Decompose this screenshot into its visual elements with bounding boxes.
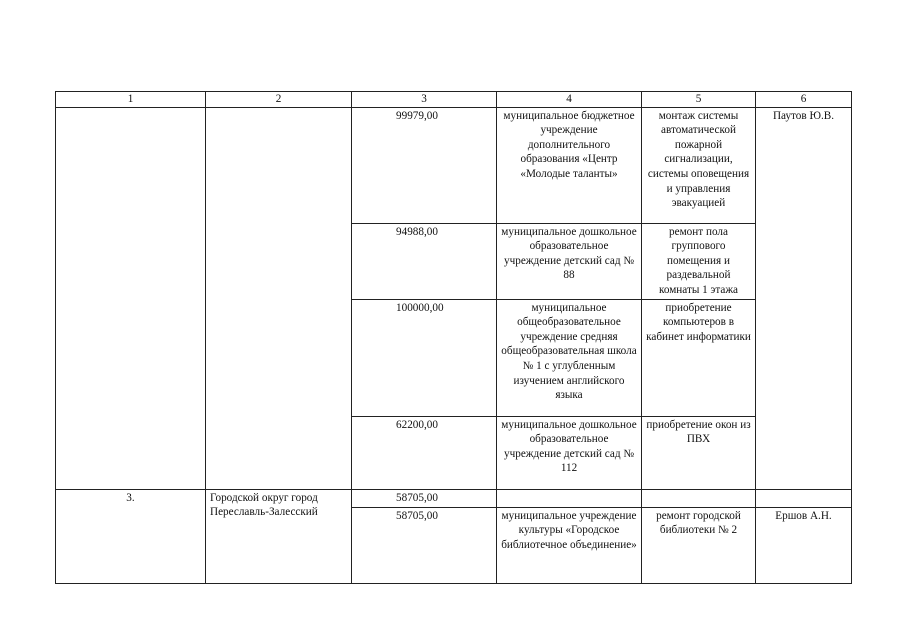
purpose-cell: приобретение компьютеров в кабинет информатики [642,299,756,416]
purpose-cell: ремонт городской библиотеки № 2 [642,507,756,583]
header-cell: 4 [497,92,642,108]
institution-cell: муниципальное дошкольное образовательное учреждение детский сад № 88 [497,223,642,299]
amount-cell: 99979,00 [352,107,497,223]
institution-cell: муниципальное бюджетное учреждение дополнительного образования «Центр «Молодые таланты» [497,107,642,223]
amount-cell: 58705,00 [352,507,497,583]
amount-cell: 58705,00 [352,489,497,507]
amount-cell: 62200,00 [352,416,497,489]
header-cell: 5 [642,92,756,108]
table-row [56,107,852,223]
row-number-cell: 3. [56,489,206,583]
header-cell: 3 [352,92,497,108]
header-cell: 6 [756,92,852,108]
institution-cell: муниципальное дошкольное образовательное учреждение детский сад № 112 [497,416,642,489]
header-row [56,92,852,108]
responsible-cell: Паутов Ю.В. [756,107,852,489]
amount-cell: 94988,00 [352,223,497,299]
responsible-cell [756,489,852,507]
purpose-cell: монтаж системы автоматической пожарной сигнализации, системы оповещения и управления эвакуацией [642,107,756,223]
municipality-cell: Городской округ город Переславль-Залесский [206,489,352,583]
purpose-cell: ремонт пола группового помещения и раздевальной комнаты 1 этажа [642,223,756,299]
amount-cell: 100000,00 [352,299,497,416]
municipality-cell [206,107,352,489]
header-cell: 2 [206,92,352,108]
funding-table [55,91,852,584]
institution-cell: муниципальное учреждение культуры «Городское библиотечное объединение» [497,507,642,583]
institution-cell: муниципальное общеобразовательное учреждение средняя общеобразовательная школа № 1 с углубленным изучением английского языка [497,299,642,416]
purpose-cell: приобретение окон из ПВХ [642,416,756,489]
responsible-cell: Ершов А.Н. [756,507,852,583]
purpose-cell [642,489,756,507]
row-number-cell [56,107,206,489]
table-row [56,489,852,507]
institution-cell [497,489,642,507]
header-cell: 1 [56,92,206,108]
